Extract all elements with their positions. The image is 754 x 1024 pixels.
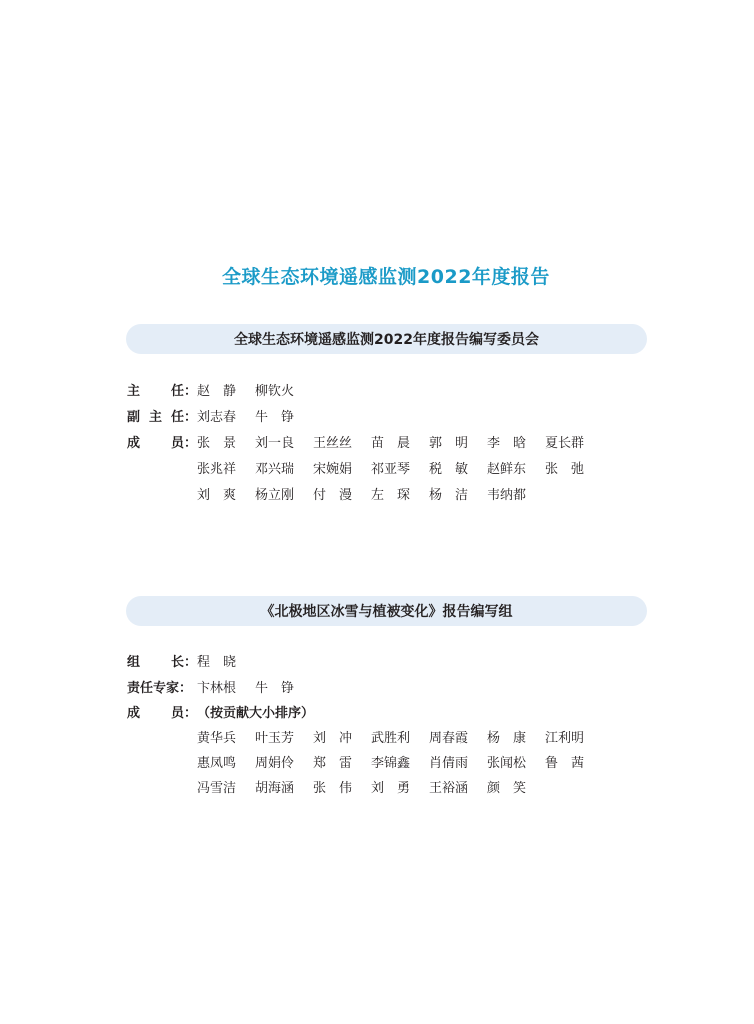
group-members-names <box>197 727 603 746</box>
group-members-label-row <box>127 700 314 722</box>
name: 胡海涵 <box>255 780 295 796</box>
name: 刘 冲 <box>313 730 353 746</box>
name: 夏长群 <box>545 435 585 451</box>
report-title: 全球生态环境遥感监测2022年度报告 <box>222 266 550 288</box>
name: 杨 康 <box>487 730 527 746</box>
name: 祁亚琴 <box>371 461 411 477</box>
name: 宋婉娟 <box>313 461 353 477</box>
director-names <box>197 380 313 399</box>
name: 程 晓 <box>197 654 237 670</box>
name: 张闻松 <box>487 755 527 771</box>
members-row-2 <box>127 456 603 478</box>
name: 李 晗 <box>487 435 527 451</box>
committee-heading-bar <box>126 324 647 354</box>
name: 赵 静 <box>197 383 237 399</box>
deputy-names <box>197 406 313 425</box>
name: 颜 笑 <box>487 780 527 796</box>
name: 刘志春 <box>197 409 237 425</box>
name: 周娟伶 <box>255 755 295 771</box>
name: 卞林根 <box>197 680 237 696</box>
group-heading: 《北极地区冰雪与植被变化》报告编写组 <box>260 604 513 620</box>
name: 牛 铮 <box>255 409 295 425</box>
deputy-label: 副 主 任： <box>127 409 197 425</box>
name: 武胜利 <box>371 730 411 746</box>
name: 张 弛 <box>545 461 585 477</box>
group-members-names <box>197 752 603 771</box>
director-label: 主 任： <box>127 383 197 399</box>
name: 叶玉芳 <box>255 730 295 746</box>
members-names <box>197 484 545 503</box>
name: 鲁 茜 <box>545 755 585 771</box>
name: 张 伟 <box>313 780 353 796</box>
group-heading-bar <box>126 596 647 626</box>
name: 柳钦火 <box>255 383 295 399</box>
name: 张兆祥 <box>197 461 237 477</box>
name: 刘 爽 <box>197 487 237 503</box>
members-names <box>197 458 603 477</box>
name: 江利明 <box>545 730 585 746</box>
name: 张 景 <box>197 435 237 451</box>
group-members-note: （按贡献大小排序） <box>197 705 315 721</box>
group-members-row-3 <box>127 775 545 797</box>
name: 周春霞 <box>429 730 469 746</box>
name: 郑 雷 <box>313 755 353 771</box>
name: 刘一良 <box>255 435 295 451</box>
members-label: 成 员： <box>127 435 197 451</box>
name: 王裕涵 <box>429 780 469 796</box>
leader-row <box>127 649 255 671</box>
leader-label: 组 长： <box>127 654 197 670</box>
deputy-row <box>127 404 313 426</box>
name: 冯雪洁 <box>197 780 237 796</box>
name: 邓兴瑞 <box>255 461 295 477</box>
group-members-label: 成 员： <box>127 705 197 721</box>
director-row <box>127 378 313 400</box>
experts-names <box>197 677 313 696</box>
name: 李锦鑫 <box>371 755 411 771</box>
name: 韦纳都 <box>487 487 527 503</box>
name: 刘 勇 <box>371 780 411 796</box>
name: 杨立刚 <box>255 487 295 503</box>
committee-heading: 全球生态环境遥感监测2022年度报告编写委员会 <box>234 332 539 348</box>
name: 杨 洁 <box>429 487 469 503</box>
members-row-3 <box>127 482 545 504</box>
name: 肖倩雨 <box>429 755 469 771</box>
name: 郭 明 <box>429 435 469 451</box>
group-members-names <box>197 777 545 796</box>
experts-row <box>127 675 313 697</box>
name: 左 琛 <box>371 487 411 503</box>
name: 黄华兵 <box>197 730 237 746</box>
name: 税 敏 <box>429 461 469 477</box>
name: 王丝丝 <box>313 435 353 451</box>
name: 牛 铮 <box>255 680 295 696</box>
name: 惠凤鸣 <box>197 755 237 771</box>
group-members-row-2 <box>127 750 603 772</box>
group-members-row-1 <box>127 725 603 747</box>
members-names <box>197 432 603 451</box>
name: 付 漫 <box>313 487 353 503</box>
leader-names <box>197 651 255 670</box>
name: 苗 晨 <box>371 435 411 451</box>
members-row-1 <box>127 430 603 452</box>
experts-label: 责任专家： <box>127 680 193 696</box>
name: 赵鲜东 <box>487 461 527 477</box>
